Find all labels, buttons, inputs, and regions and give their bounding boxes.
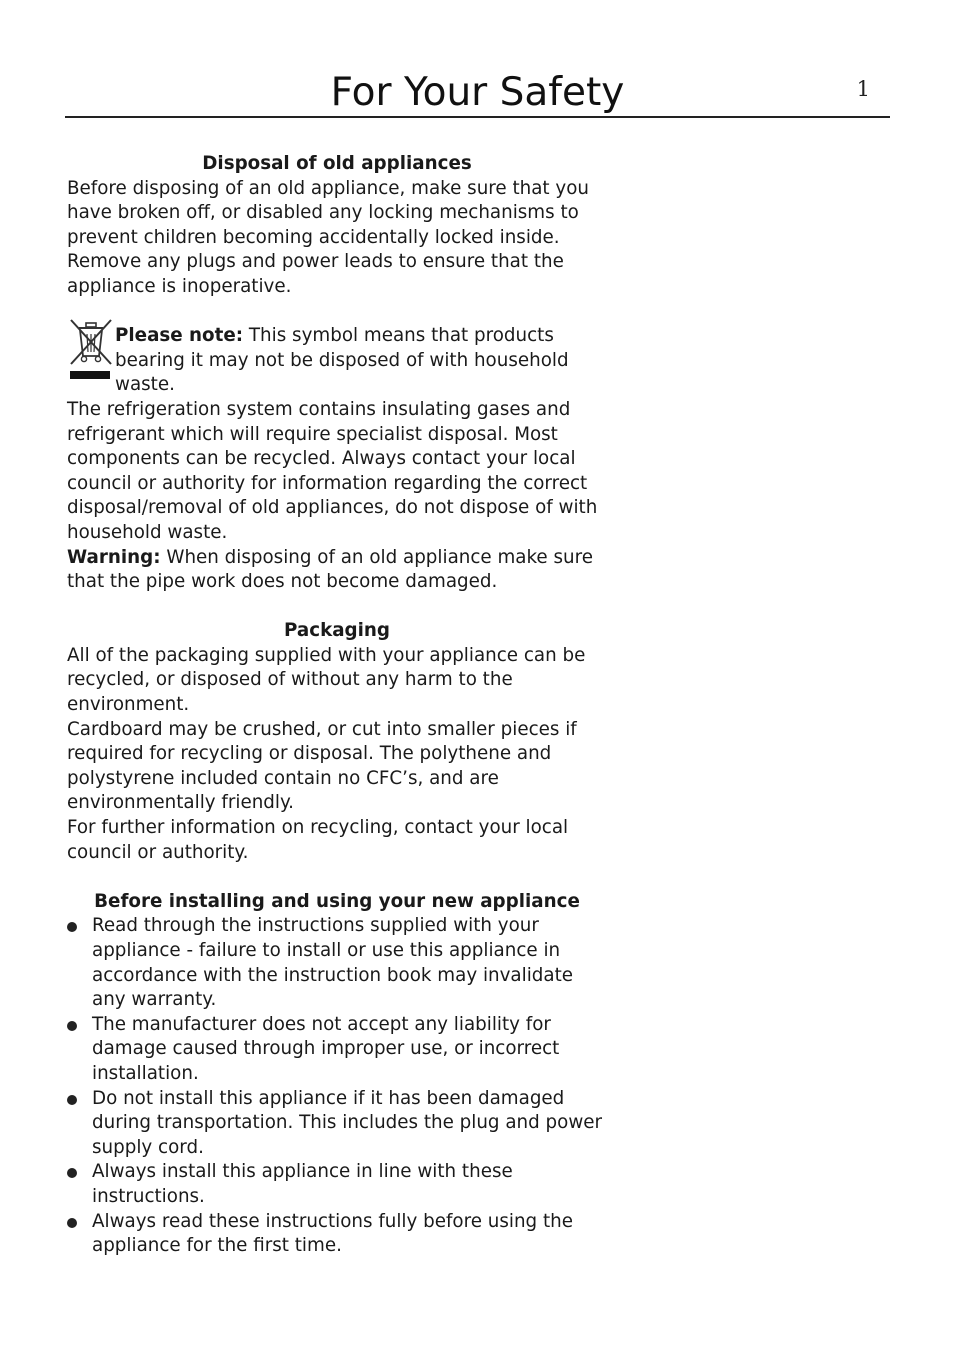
packaging-paragraph-2: Cardboard may be crushed, or cut into smaller pieces if required for recycling or disposal. The polythene and polystyrene included contain no CFC’s, and are environmentally friendly. [67, 718, 577, 814]
bullet-icon [67, 1095, 77, 1105]
spacer [67, 595, 607, 620]
warning-paragraph [67, 546, 607, 595]
warning-text: When disposing of an old appliance make sure that the pipe work does not become damaged. [67, 546, 593, 593]
list-item [67, 1013, 607, 1087]
installing-heading: Before installing and using your new appliance [94, 890, 580, 912]
page-title: For Your Safety [330, 70, 625, 115]
packaging-paragraph-1: All of the packaging supplied with your appliance can be recycled, or disposed of without any harm to the environment. [67, 644, 586, 716]
list-item-text: Always read these instructions fully before using the appliance for the first time. [92, 1210, 573, 1257]
note-paragraph [115, 324, 607, 398]
packaging-paragraph-3: For further information on recycling, contact your local council or authority. [67, 817, 569, 863]
list-item [67, 1160, 607, 1209]
bullet-icon [67, 1021, 77, 1031]
warning-label: Warning: [67, 546, 161, 568]
spacer [67, 300, 607, 325]
packaging-heading: Packaging [283, 620, 391, 642]
disposal-heading: Disposal of old appliances [202, 153, 472, 174]
refrigeration-paragraph: The refrigeration system contains insulating gases and refrigerant which will require specialist disposal. Most components can be recycled. Always contact your local council or authority for information regarding the correct disposal/removal of old appliances, do not dispose of with household waste. [67, 398, 598, 543]
page-number: 1 [856, 77, 870, 101]
list-item-text: The manufacturer does not accept any liability for damage caused through improper use, or incorrect installation. [92, 1013, 560, 1084]
page-content [67, 152, 607, 1259]
installing-list [67, 914, 607, 1258]
bullet-icon [67, 1218, 77, 1228]
list-item [67, 914, 607, 1012]
crossed-out-wheelie-bin-icon [67, 316, 113, 384]
list-item [67, 1087, 607, 1161]
bullet-icon [67, 1168, 77, 1178]
weee-note [67, 324, 607, 398]
note-text: This symbol means that products bearing it may not be disposed of with household waste. [115, 325, 569, 396]
page-header [65, 68, 890, 118]
spacer [67, 865, 607, 890]
disposal-intro: Before disposing of an old appliance, make sure that you have broken off, or disabled any locking mechanisms to prevent children becoming accidentally locked inside. Remove any plugs and power leads to ensure that the appliance is inoperative. [67, 177, 589, 297]
bullet-icon [67, 922, 77, 932]
note-label: Please note: [115, 325, 244, 347]
list-item-text: Read through the instructions supplied with your appliance - failure to install or use this appliance in accordance with the instruction book may invalidate any warranty. [92, 915, 574, 1011]
list-item-text: Always install this appliance in line with these instructions. [92, 1161, 513, 1207]
list-item-text: Do not install this appliance if it has been damaged during transportation. This includes the plug and power supply cord. [92, 1087, 603, 1158]
list-item [67, 1210, 607, 1259]
